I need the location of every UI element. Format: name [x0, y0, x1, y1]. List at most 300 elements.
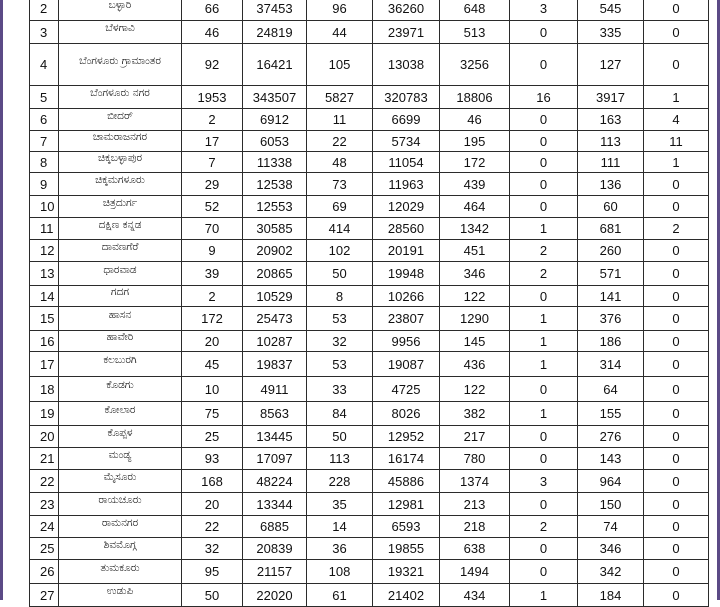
value-cell: 3	[510, 470, 578, 493]
serial-number-cell: 3	[30, 21, 59, 44]
table-row	[30, 44, 709, 86]
value-cell: 376	[578, 307, 644, 331]
value-cell: 74	[578, 516, 644, 538]
table-row	[30, 152, 709, 173]
value-cell: 6885	[243, 516, 307, 538]
serial-number-cell: 25	[30, 538, 59, 560]
table-row	[30, 0, 709, 21]
value-cell: 111	[578, 152, 644, 173]
value-cell: 25	[182, 426, 243, 448]
district-name: ಬೆಂಗಳೂರು ಗ್ರಾಮಾಂತರ	[79, 54, 161, 67]
value-cell: 11963	[373, 173, 440, 196]
value-cell: 11338	[243, 152, 307, 173]
value-cell: 20902	[243, 240, 307, 262]
district-name-cell	[59, 262, 182, 286]
value-cell: 22	[182, 516, 243, 538]
value-cell: 127	[578, 44, 644, 86]
value-cell: 513	[440, 21, 510, 44]
value-cell: 13038	[373, 44, 440, 86]
value-cell: 8563	[243, 402, 307, 426]
serial-number-cell: 15	[30, 307, 59, 331]
value-cell: 0	[510, 377, 578, 402]
value-cell: 92	[182, 44, 243, 86]
serial-number-cell: 18	[30, 377, 59, 402]
value-cell: 0	[644, 493, 709, 516]
value-cell: 19837	[243, 352, 307, 377]
serial-number-cell: 23	[30, 493, 59, 516]
value-cell: 964	[578, 470, 644, 493]
value-cell: 61	[307, 584, 373, 607]
value-cell: 638	[440, 538, 510, 560]
value-cell: 12538	[243, 173, 307, 196]
district-name: ಬೆಳಗಾವಿ	[105, 22, 135, 34]
value-cell: 12553	[243, 196, 307, 218]
value-cell: 122	[440, 377, 510, 402]
serial-number-cell: 10	[30, 196, 59, 218]
district-name-cell	[59, 0, 182, 21]
value-cell: 2	[510, 516, 578, 538]
district-name: ಬೀದರ್	[107, 109, 133, 122]
district-name: ಕೊಡಗು	[106, 379, 134, 391]
value-cell: 105	[307, 44, 373, 86]
serial-number-cell: 2	[30, 0, 59, 21]
value-cell: 12029	[373, 196, 440, 218]
value-cell: 10	[182, 377, 243, 402]
value-cell: 50	[307, 426, 373, 448]
serial-number-cell: 26	[30, 560, 59, 584]
district-name-cell	[59, 377, 182, 402]
serial-number-cell: 6	[30, 109, 59, 131]
district-name-cell	[59, 21, 182, 44]
value-cell: 1	[510, 331, 578, 352]
value-cell: 0	[510, 286, 578, 307]
value-cell: 434	[440, 584, 510, 607]
value-cell: 141	[578, 286, 644, 307]
value-cell: 36260	[373, 0, 440, 21]
value-cell: 48224	[243, 470, 307, 493]
value-cell: 1290	[440, 307, 510, 331]
value-cell: 113	[307, 448, 373, 470]
value-cell: 6053	[243, 131, 307, 152]
value-cell: 6699	[373, 109, 440, 131]
value-cell: 0	[644, 470, 709, 493]
value-cell: 5734	[373, 131, 440, 152]
district-name-cell	[59, 173, 182, 196]
value-cell: 6912	[243, 109, 307, 131]
value-cell: 0	[510, 109, 578, 131]
district-name-cell	[59, 402, 182, 426]
value-cell: 16421	[243, 44, 307, 86]
value-cell: 1342	[440, 218, 510, 240]
value-cell: 22020	[243, 584, 307, 607]
value-cell: 150	[578, 493, 644, 516]
value-cell: 0	[510, 538, 578, 560]
table-row	[30, 470, 709, 493]
value-cell: 346	[440, 262, 510, 286]
value-cell: 335	[578, 21, 644, 44]
value-cell: 45886	[373, 470, 440, 493]
value-cell: 14	[307, 516, 373, 538]
value-cell: 0	[644, 173, 709, 196]
value-cell: 39	[182, 262, 243, 286]
district-name-cell	[59, 109, 182, 131]
value-cell: 17	[182, 131, 243, 152]
serial-number-cell: 13	[30, 262, 59, 286]
table-body	[30, 0, 709, 607]
value-cell: 0	[510, 560, 578, 584]
district-name-cell	[59, 470, 182, 493]
value-cell: 93	[182, 448, 243, 470]
value-cell: 45	[182, 352, 243, 377]
value-cell: 2	[644, 218, 709, 240]
value-cell: 23971	[373, 21, 440, 44]
value-cell: 2	[510, 240, 578, 262]
value-cell: 66	[182, 0, 243, 21]
value-cell: 12981	[373, 493, 440, 516]
value-cell: 10287	[243, 331, 307, 352]
district-name-cell	[59, 286, 182, 307]
serial-number-cell: 19	[30, 402, 59, 426]
value-cell: 464	[440, 196, 510, 218]
value-cell: 213	[440, 493, 510, 516]
value-cell: 9	[182, 240, 243, 262]
value-cell: 22	[307, 131, 373, 152]
district-name: ಶಿವಮೊಗ್ಗ	[103, 538, 137, 551]
table-row	[30, 286, 709, 307]
value-cell: 7	[182, 152, 243, 173]
value-cell: 20191	[373, 240, 440, 262]
value-cell: 314	[578, 352, 644, 377]
value-cell: 0	[644, 377, 709, 402]
table-row	[30, 173, 709, 196]
value-cell: 0	[510, 448, 578, 470]
district-name-cell	[59, 240, 182, 262]
value-cell: 136	[578, 173, 644, 196]
value-cell: 0	[644, 286, 709, 307]
value-cell: 20839	[243, 538, 307, 560]
value-cell: 32	[182, 538, 243, 560]
value-cell: 0	[644, 44, 709, 86]
value-cell: 0	[510, 173, 578, 196]
value-cell: 436	[440, 352, 510, 377]
table-row	[30, 307, 709, 331]
value-cell: 113	[578, 131, 644, 152]
value-cell: 0	[510, 493, 578, 516]
value-cell: 11054	[373, 152, 440, 173]
value-cell: 195	[440, 131, 510, 152]
value-cell: 12952	[373, 426, 440, 448]
district-name: ಉಡುಪಿ	[106, 585, 134, 597]
table-row	[30, 131, 709, 152]
value-cell: 382	[440, 402, 510, 426]
value-cell: 1953	[182, 86, 243, 109]
serial-number-cell: 27	[30, 584, 59, 607]
value-cell: 186	[578, 331, 644, 352]
value-cell: 2	[182, 109, 243, 131]
value-cell: 33	[307, 377, 373, 402]
value-cell: 52	[182, 196, 243, 218]
district-name: ದಾವಣಗೆರೆ	[101, 240, 139, 253]
value-cell: 571	[578, 262, 644, 286]
value-cell: 4	[644, 109, 709, 131]
value-cell: 60	[578, 196, 644, 218]
serial-number-cell: 8	[30, 152, 59, 173]
district-name-cell	[59, 131, 182, 152]
value-cell: 8	[307, 286, 373, 307]
table-row	[30, 538, 709, 560]
district-name-cell	[59, 196, 182, 218]
value-cell: 217	[440, 426, 510, 448]
value-cell: 122	[440, 286, 510, 307]
district-name: ಧಾರವಾಡ	[103, 263, 137, 276]
district-name-cell	[59, 86, 182, 109]
value-cell: 70	[182, 218, 243, 240]
value-cell: 10529	[243, 286, 307, 307]
value-cell: 53	[307, 352, 373, 377]
value-cell: 0	[644, 240, 709, 262]
value-cell: 44	[307, 21, 373, 44]
serial-number-cell: 22	[30, 470, 59, 493]
serial-number-cell: 7	[30, 131, 59, 152]
value-cell: 20865	[243, 262, 307, 286]
value-cell: 218	[440, 516, 510, 538]
district-name: ರಾಯಚೂರು	[98, 494, 142, 506]
table-row	[30, 493, 709, 516]
value-cell: 46	[182, 21, 243, 44]
district-name: ಚಿಕ್ಕಬಳ್ಳಾಪುರ	[97, 152, 143, 164]
district-name-cell	[59, 152, 182, 173]
district-name-cell	[59, 516, 182, 538]
value-cell: 21402	[373, 584, 440, 607]
value-cell: 50	[182, 584, 243, 607]
value-cell: 20	[182, 493, 243, 516]
value-cell: 260	[578, 240, 644, 262]
district-name: ಮೈಸೂರು	[103, 471, 137, 483]
value-cell: 84	[307, 402, 373, 426]
district-name-cell	[59, 584, 182, 607]
value-cell: 25473	[243, 307, 307, 331]
value-cell: 1	[644, 86, 709, 109]
value-cell: 0	[644, 262, 709, 286]
serial-number-cell: 21	[30, 448, 59, 470]
value-cell: 0	[510, 131, 578, 152]
value-cell: 0	[510, 152, 578, 173]
serial-number-cell: 11	[30, 218, 59, 240]
district-name: ತುಮಕೂರು	[100, 561, 140, 574]
district-covid-table	[29, 0, 709, 607]
table-row	[30, 86, 709, 109]
district-name: ಬೆಂಗಳೂರು ನಗರ	[90, 87, 150, 99]
serial-number-cell: 9	[30, 173, 59, 196]
value-cell: 108	[307, 560, 373, 584]
value-cell: 172	[440, 152, 510, 173]
value-cell: 73	[307, 173, 373, 196]
serial-number-cell: 16	[30, 331, 59, 352]
value-cell: 0	[644, 426, 709, 448]
value-cell: 172	[182, 307, 243, 331]
value-cell: 17097	[243, 448, 307, 470]
table-row	[30, 196, 709, 218]
serial-number-cell: 5	[30, 86, 59, 109]
value-cell: 1	[644, 152, 709, 173]
value-cell: 276	[578, 426, 644, 448]
value-cell: 24819	[243, 21, 307, 44]
value-cell: 648	[440, 0, 510, 21]
value-cell: 2	[510, 262, 578, 286]
value-cell: 320783	[373, 86, 440, 109]
district-name: ಹಾವೇರಿ	[106, 331, 134, 343]
table-row	[30, 560, 709, 584]
value-cell: 64	[578, 377, 644, 402]
value-cell: 37453	[243, 0, 307, 21]
value-cell: 29	[182, 173, 243, 196]
value-cell: 19948	[373, 262, 440, 286]
value-cell: 0	[510, 21, 578, 44]
value-cell: 0	[510, 426, 578, 448]
value-cell: 3256	[440, 44, 510, 86]
value-cell: 0	[644, 0, 709, 21]
value-cell: 1494	[440, 560, 510, 584]
value-cell: 439	[440, 173, 510, 196]
value-cell: 451	[440, 240, 510, 262]
table-row	[30, 402, 709, 426]
value-cell: 0	[644, 402, 709, 426]
value-cell: 8026	[373, 402, 440, 426]
district-name: ಗದಗ	[110, 286, 130, 298]
table-row	[30, 21, 709, 44]
district-name: ಚಿತ್ರದುರ್ಗ	[102, 196, 138, 209]
value-cell: 16	[510, 86, 578, 109]
district-name: ಚಿಕ್ಕಮಗಳೂರು	[95, 174, 145, 186]
value-cell: 75	[182, 402, 243, 426]
value-cell: 0	[644, 21, 709, 44]
value-cell: 163	[578, 109, 644, 131]
value-cell: 228	[307, 470, 373, 493]
value-cell: 681	[578, 218, 644, 240]
table-row	[30, 584, 709, 607]
district-name: ಕೊಪ್ಪಳ	[107, 426, 133, 439]
value-cell: 1	[510, 352, 578, 377]
district-name-cell	[59, 331, 182, 352]
value-cell: 53	[307, 307, 373, 331]
value-cell: 95	[182, 560, 243, 584]
table-row	[30, 240, 709, 262]
value-cell: 414	[307, 218, 373, 240]
district-name-cell	[59, 352, 182, 377]
value-cell: 3917	[578, 86, 644, 109]
district-name: ಹಾಸನ	[108, 308, 132, 321]
table-row	[30, 377, 709, 402]
value-cell: 0	[510, 44, 578, 86]
district-name-cell	[59, 218, 182, 240]
value-cell: 0	[644, 448, 709, 470]
value-cell: 143	[578, 448, 644, 470]
value-cell: 145	[440, 331, 510, 352]
value-cell: 0	[644, 584, 709, 607]
table-row	[30, 218, 709, 240]
value-cell: 19855	[373, 538, 440, 560]
district-name: ಕೋಲಾರ	[104, 403, 136, 416]
value-cell: 18806	[440, 86, 510, 109]
value-cell: 28560	[373, 218, 440, 240]
district-name-cell	[59, 426, 182, 448]
table-row	[30, 262, 709, 286]
value-cell: 1374	[440, 470, 510, 493]
value-cell: 346	[578, 538, 644, 560]
value-cell: 21157	[243, 560, 307, 584]
value-cell: 545	[578, 0, 644, 21]
district-name: ಬಳ್ಳಾರಿ	[108, 0, 132, 11]
value-cell: 780	[440, 448, 510, 470]
table-row	[30, 109, 709, 131]
value-cell: 343507	[243, 86, 307, 109]
value-cell: 0	[644, 560, 709, 584]
district-name-cell	[59, 307, 182, 331]
value-cell: 1	[510, 218, 578, 240]
serial-number-cell: 12	[30, 240, 59, 262]
table-row	[30, 426, 709, 448]
value-cell: 30585	[243, 218, 307, 240]
table-row	[30, 352, 709, 377]
value-cell: 19087	[373, 352, 440, 377]
value-cell: 46	[440, 109, 510, 131]
value-cell: 11	[307, 109, 373, 131]
value-cell: 13445	[243, 426, 307, 448]
value-cell: 36	[307, 538, 373, 560]
table-row	[30, 448, 709, 470]
value-cell: 184	[578, 584, 644, 607]
value-cell: 3	[510, 0, 578, 21]
value-cell: 11	[644, 131, 709, 152]
value-cell: 0	[644, 331, 709, 352]
value-cell: 96	[307, 0, 373, 21]
left-page-edge	[0, 0, 3, 600]
district-name: ಚಾಮರಾಜನಗರ	[92, 131, 148, 143]
value-cell: 6593	[373, 516, 440, 538]
value-cell: 19321	[373, 560, 440, 584]
district-name: ರಾಮನಗರ	[101, 516, 139, 529]
value-cell: 168	[182, 470, 243, 493]
table-row	[30, 516, 709, 538]
serial-number-cell: 24	[30, 516, 59, 538]
district-name-cell	[59, 44, 182, 86]
value-cell: 5827	[307, 86, 373, 109]
value-cell: 9956	[373, 331, 440, 352]
district-name: ಕಲಬುರಗಿ	[103, 354, 137, 366]
value-cell: 4911	[243, 377, 307, 402]
value-cell: 0	[510, 196, 578, 218]
value-cell: 13344	[243, 493, 307, 516]
value-cell: 155	[578, 402, 644, 426]
district-name-cell	[59, 560, 182, 584]
value-cell: 0	[644, 307, 709, 331]
value-cell: 4725	[373, 377, 440, 402]
value-cell: 2	[182, 286, 243, 307]
serial-number-cell: 14	[30, 286, 59, 307]
value-cell: 1	[510, 584, 578, 607]
value-cell: 10266	[373, 286, 440, 307]
value-cell: 48	[307, 152, 373, 173]
serial-number-cell: 17	[30, 352, 59, 377]
value-cell: 0	[644, 538, 709, 560]
district-name: ದಕ್ಷಿಣ ಕನ್ನಡ	[98, 218, 142, 231]
value-cell: 0	[644, 516, 709, 538]
value-cell: 23807	[373, 307, 440, 331]
district-name-cell	[59, 538, 182, 560]
value-cell: 342	[578, 560, 644, 584]
district-name-cell	[59, 448, 182, 470]
value-cell: 0	[644, 196, 709, 218]
